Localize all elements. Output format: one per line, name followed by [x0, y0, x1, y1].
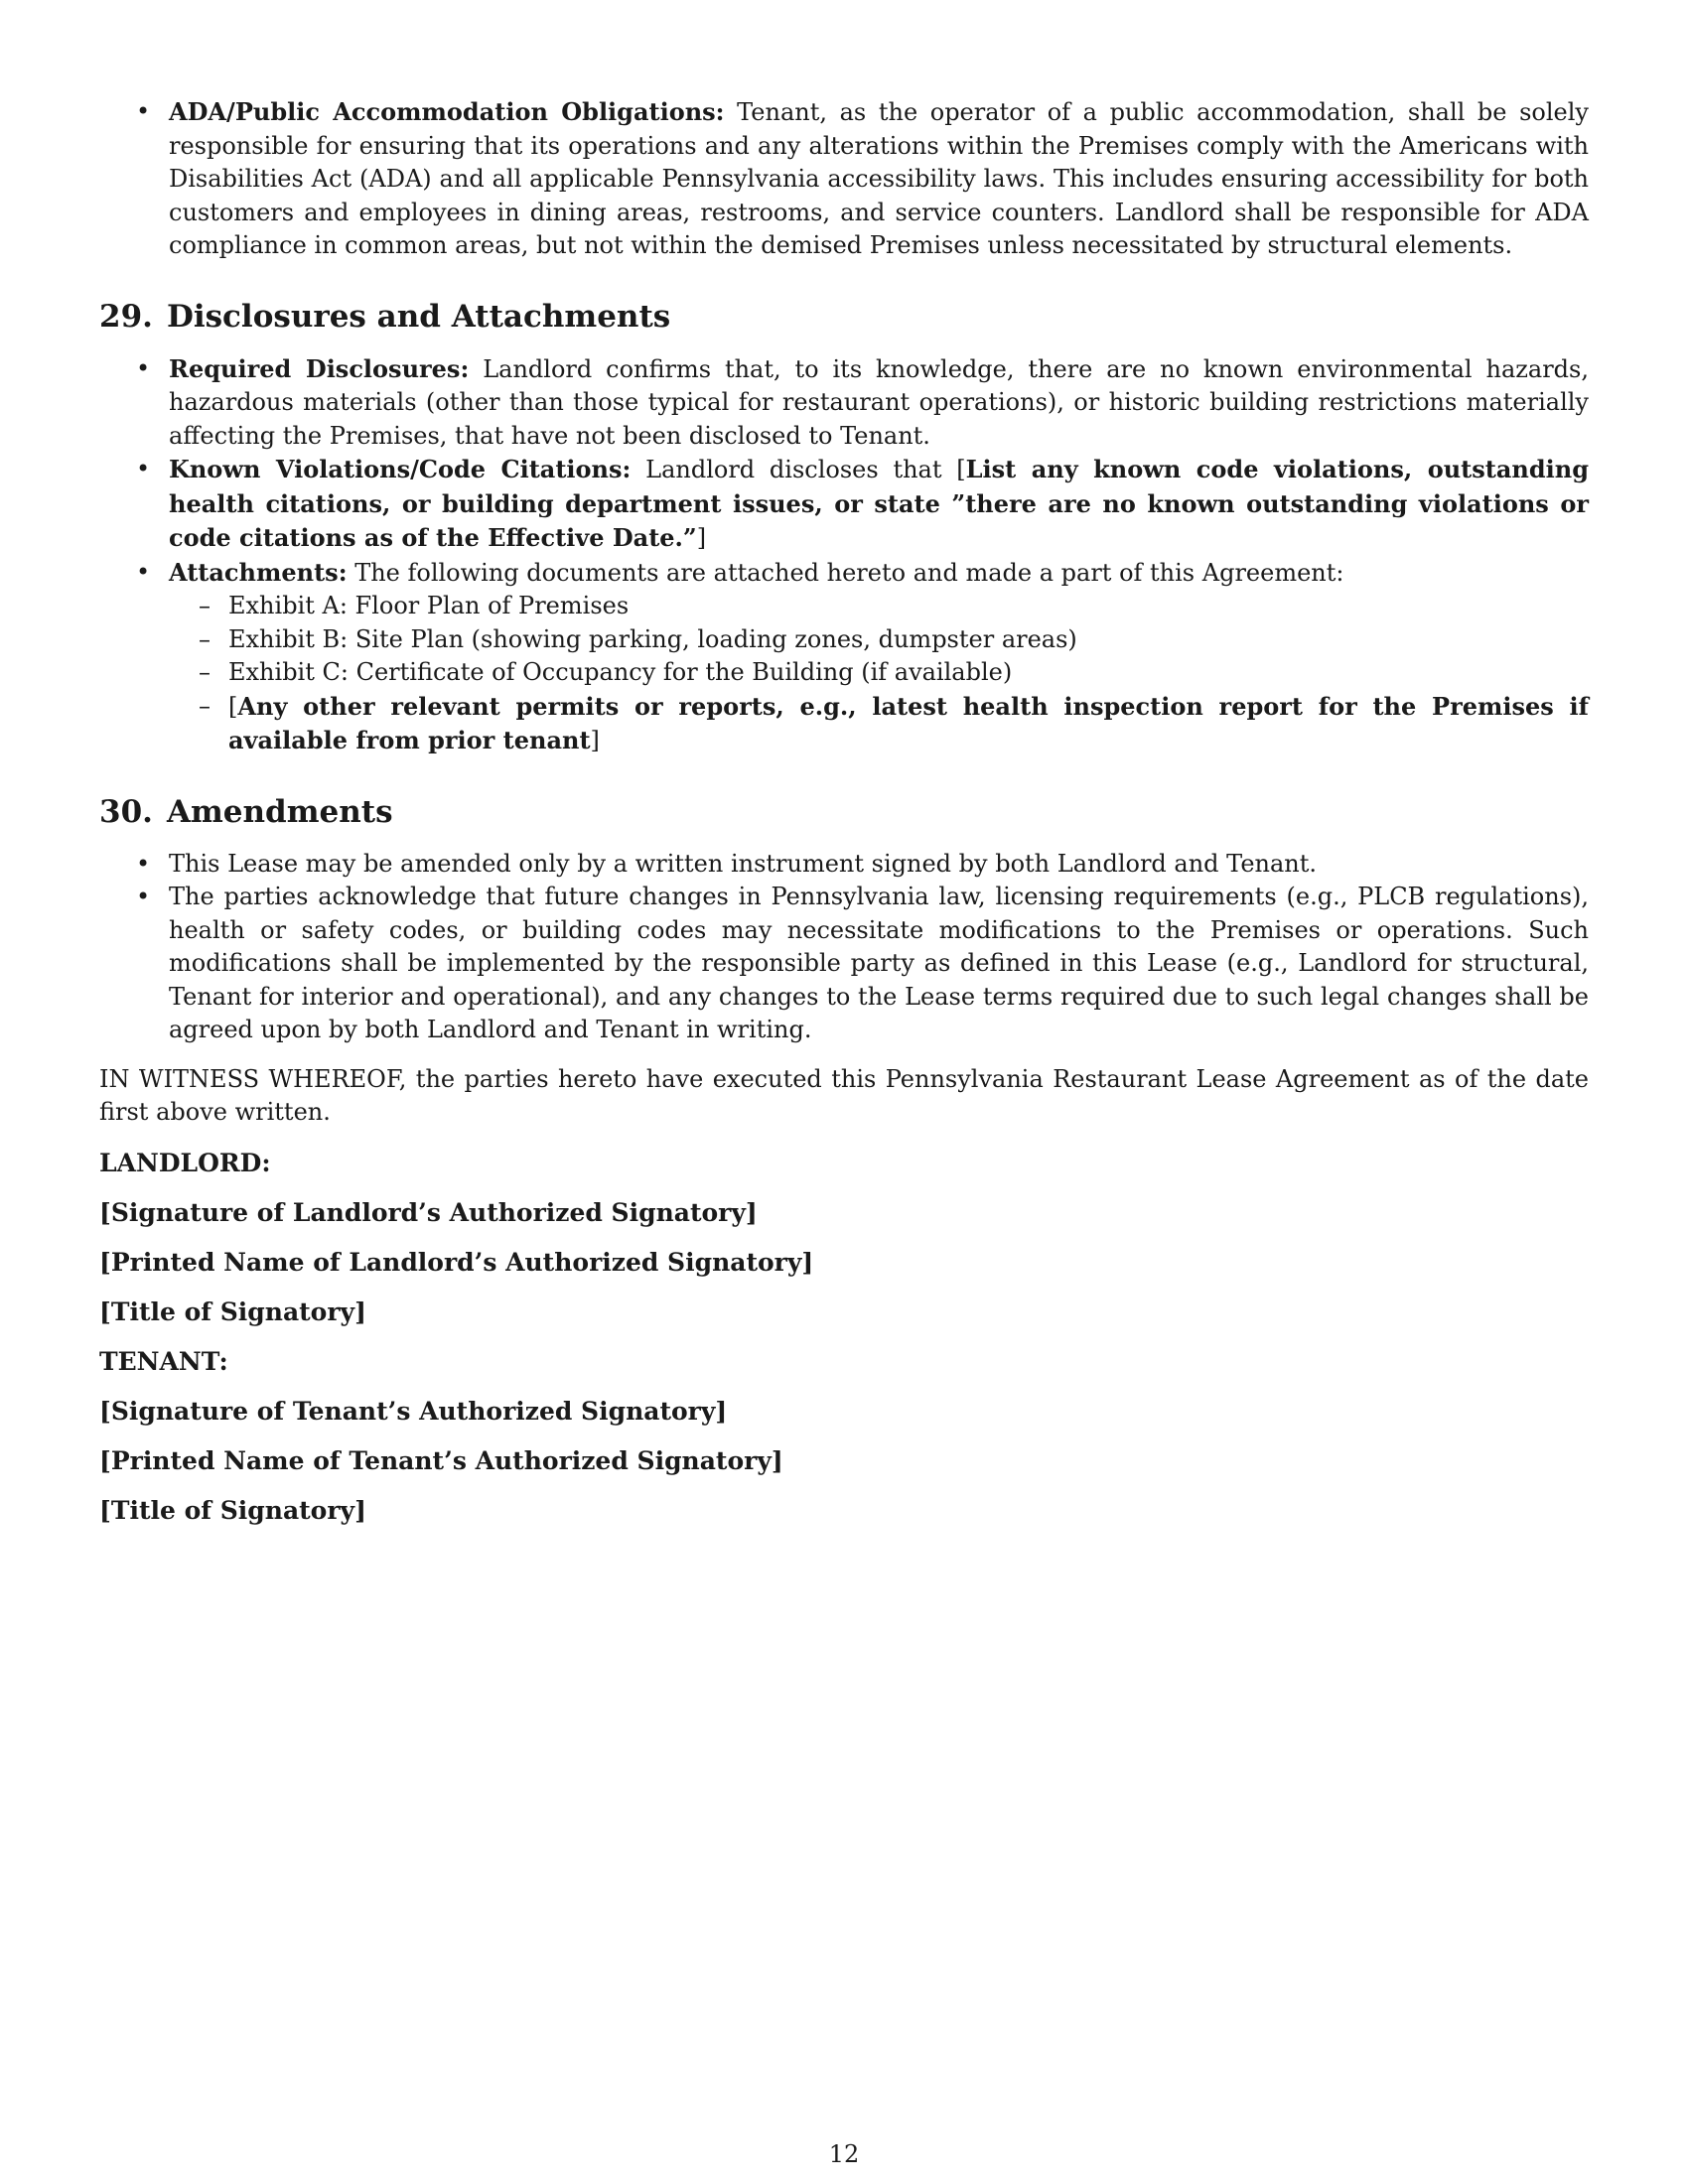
landlord-signature-placeholder: Signature of Landlord’s Authorized Signatory [110, 1197, 746, 1227]
known-violations-text: Landlord discloses that [ [645, 456, 966, 483]
section-29-heading [99, 297, 1589, 337]
tenant-signature-line: [Signature of Tenant’s Authorized Signatory] [99, 1396, 728, 1426]
attachments-text: The following documents are attached hereto and made a part of this Agreement: [354, 558, 1344, 587]
exhibit-item: – Exhibit B: Site Plan (showing parking, loading zones, dumpster areas) [169, 623, 1589, 657]
section-30-title: Amendments [166, 793, 393, 830]
known-violations-term: Known Violations/Code Citations: [169, 455, 632, 483]
known-violations-item [99, 453, 1589, 556]
exhibit-other-placeholder: Any other relevant permits or reports, e.g., latest health inspection report for the Premises if available from prior tenant [228, 691, 1589, 754]
required-disclosures-term: Required Disclosures: [169, 353, 470, 383]
exhibit-other-open: [ [228, 692, 238, 721]
tenant-title-line: [Title of Signatory] [99, 1495, 366, 1525]
exhibit-other-close: ] [590, 727, 600, 754]
section-29-number: 29. [99, 298, 153, 335]
exhibit-item: – Exhibit A: Floor Plan of Premises [169, 590, 1589, 623]
known-violations-close: ] [696, 524, 707, 552]
ada-term: ADA/Public Accommodation Obligations: [169, 97, 725, 126]
amendment-item: • This Lease may be amended only by a written instrument signed by both Landlord and Tenant. [99, 848, 1589, 882]
exhibit-item: – Exhibit C: Certificate of Occupancy for the Building (if available) [169, 656, 1589, 690]
tenant-signature-placeholder: Signature of Tenant’s Authorized Signatory [110, 1396, 716, 1426]
tenant-printed-name-placeholder: Printed Name of Tenant’s Authorized Signatory [110, 1445, 772, 1475]
landlord-heading: LANDLORD: [99, 1148, 271, 1177]
witness-paragraph: IN WITNESS WHEREOF, the parties hereto have executed this Pennsylvania Restaurant Lease Agreement as of the date first above written. [99, 1064, 1589, 1126]
landlord-signature-line: [Signature of Landlord’s Authorized Signatory] [99, 1197, 758, 1227]
tenant-printed-name-line: [Printed Name of Tenant’s Authorized Signatory] [99, 1445, 783, 1475]
exhibit-item-other [169, 690, 1589, 758]
attachments-term: Attachments: [169, 557, 348, 587]
landlord-printed-name-placeholder: Printed Name of Landlord’s Authorized Signatory [110, 1247, 802, 1277]
ada-text: Tenant, as the operator of a public accommodation, shall be solely responsible for ensuring that its operations and any alterations within the Premises comply with the Americans with Disabilities Act (ADA) and all applicable Pennsylvania accessibility laws. This includes ensuring accessibility for both customers and employees in dining areas, restrooms, and service counters. Landlord shall be responsible for ADA compliance in common areas, but not within the demised Premises unless necessitated by structural elements. [169, 98, 1589, 259]
tenant-title-placeholder: Title of Signatory [110, 1495, 355, 1525]
section-29-list [99, 352, 1589, 758]
tenant-heading: TENANT: [99, 1346, 228, 1376]
required-disclosures-text: Landlord confirms that, to its knowledge, there are no known environmental hazards, hazardous materials (other than those typical for restaurant operations), or historic building restrictions materially affecting the Premises, that have not been disclosed to Tenant. [169, 354, 1589, 450]
ada-list [99, 95, 1589, 263]
attachments-sublist [169, 590, 1589, 758]
ada-item [99, 95, 1589, 263]
section-30-number: 30. [99, 793, 153, 830]
required-disclosures-item [99, 352, 1589, 454]
attachments-item [99, 556, 1589, 758]
section-30-heading [99, 792, 1589, 832]
landlord-title-placeholder: Title of Signatory [110, 1297, 355, 1326]
landlord-title-line: [Title of Signatory] [99, 1297, 366, 1326]
section-29-title: Disclosures and Attachments [166, 298, 671, 335]
known-violations-placeholder: List any known code violations, outstanding health citations, or building department issues, or state ”there are no known outstanding violations or code citations as of the Effective Date.” [169, 455, 1589, 552]
section-30-list [99, 848, 1589, 1047]
page-number: 12 [828, 2140, 860, 2168]
amendment-item: • The parties acknowledge that future changes in Pennsylvania law, licensing requirements (e.g., PLCB regulations), health or safety codes, or building codes may necessitate modifications to the Premises or operations. Such modifications shall be implemented by the responsible party as defined in this Lease (e.g., Landlord for structural, Tenant for interior and operational), and any changes to the Lease terms required due to such legal changes shall be agreed upon by both Landlord and Tenant in writing. [99, 881, 1589, 1047]
landlord-printed-name-line: [Printed Name of Landlord’s Authorized Signatory] [99, 1247, 814, 1277]
